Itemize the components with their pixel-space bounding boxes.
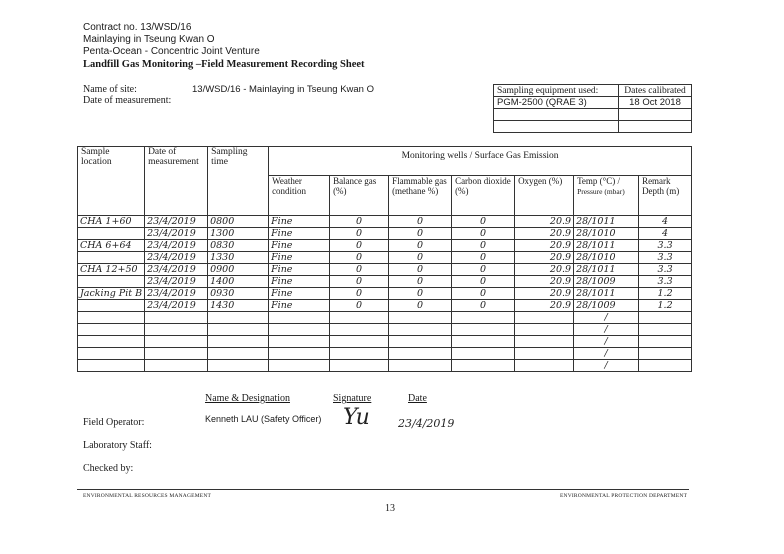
temp-pressure-value: / — [604, 312, 608, 323]
cell-oxygen — [515, 228, 574, 240]
calibration-empty-cell — [619, 121, 692, 133]
cell-time — [208, 240, 269, 252]
cell-weather — [269, 300, 330, 312]
cell-time — [208, 264, 269, 276]
time-value: 1330 — [210, 252, 235, 263]
calibration-empty-cell — [619, 109, 692, 121]
location-value: CHA 6+64 — [80, 240, 132, 251]
footer-divider — [77, 489, 689, 490]
cell-co2 — [452, 240, 515, 252]
equipment-empty-cell — [494, 121, 619, 133]
table-row — [78, 228, 692, 240]
cell-balance — [330, 252, 389, 264]
cell-co2 — [452, 288, 515, 300]
cell-co2 — [452, 360, 515, 372]
time-value: 0800 — [210, 216, 235, 227]
co2-value: 0 — [480, 264, 487, 275]
cell-location — [78, 228, 145, 240]
balance-value: 0 — [356, 228, 363, 239]
cell-oxygen — [515, 324, 574, 336]
cell-date — [145, 252, 208, 264]
cell-remark — [639, 276, 692, 288]
balance-value: 0 — [356, 240, 363, 251]
cell-remark — [639, 264, 692, 276]
cell-location — [78, 264, 145, 276]
temp-pressure-value: 28/1009 — [576, 300, 616, 311]
cell-balance — [330, 240, 389, 252]
cell-weather — [269, 252, 330, 264]
cell-oxygen — [515, 288, 574, 300]
cell-location — [78, 300, 145, 312]
footer-right: ENVIRONMENTAL PROTECTION DEPARTMENT — [560, 493, 688, 499]
cell-balance — [330, 312, 389, 324]
table-row — [78, 360, 692, 372]
cell-date — [145, 336, 208, 348]
co2-value: 0 — [480, 252, 487, 263]
temp-pressure-value: / — [604, 336, 608, 347]
balance-value: 0 — [356, 252, 363, 263]
cell-oxygen — [515, 240, 574, 252]
cell-flammable — [389, 300, 452, 312]
page-title: Landfill Gas Monitoring –Field Measurement Recording Sheet — [83, 59, 365, 70]
cell-remark — [639, 300, 692, 312]
table-row — [78, 276, 692, 288]
cell-flammable — [389, 240, 452, 252]
cell-weather — [269, 216, 330, 228]
weather-value: Fine — [271, 216, 293, 227]
temp-pressure-value: 28/1011 — [576, 240, 616, 251]
cell-co2 — [452, 336, 515, 348]
location-value: Jacking Pit B — [80, 288, 143, 299]
temp-pressure-value: 28/1010 — [576, 228, 616, 239]
cell-weather — [269, 288, 330, 300]
cell-oxygen — [515, 252, 574, 264]
cell-weather — [269, 264, 330, 276]
cell-balance — [330, 216, 389, 228]
col-header-remark: Remark Depth (m) — [639, 176, 692, 216]
cell-location — [78, 324, 145, 336]
weather-value: Fine — [271, 288, 293, 299]
cell-oxygen — [515, 360, 574, 372]
cell-flammable — [389, 252, 452, 264]
cell-flammable — [389, 348, 452, 360]
cell-oxygen — [515, 312, 574, 324]
cell-location — [78, 216, 145, 228]
cell-flammable — [389, 276, 452, 288]
balance-value: 0 — [356, 288, 363, 299]
col-header-time: Sampling time — [208, 147, 269, 216]
cell-remark — [639, 252, 692, 264]
cell-remark — [639, 348, 692, 360]
balance-value: 0 — [356, 300, 363, 311]
weather-value: Fine — [271, 240, 293, 251]
cell-balance — [330, 324, 389, 336]
temp-pressure-value: 28/1011 — [576, 216, 616, 227]
cell-temp-pressure — [574, 264, 639, 276]
footer-left: ENVIRONMENTAL RESOURCES MANAGEMENT — [83, 493, 212, 499]
table-row — [78, 288, 692, 300]
cell-location — [78, 252, 145, 264]
table-row — [78, 300, 692, 312]
cell-co2 — [452, 276, 515, 288]
cell-weather — [269, 228, 330, 240]
cell-oxygen — [515, 348, 574, 360]
table-row — [78, 336, 692, 348]
equipment-empty-cell — [494, 109, 619, 121]
temp-pressure-value: / — [604, 360, 608, 371]
field-operator-sign-date: 23/4/2019 — [398, 417, 455, 430]
temp-pressure-value: 28/1010 — [576, 252, 616, 263]
cell-temp-pressure — [574, 228, 639, 240]
cell-temp-pressure — [574, 240, 639, 252]
cell-balance — [330, 300, 389, 312]
equipment-header: Sampling equipment used: — [494, 85, 619, 97]
cell-co2 — [452, 312, 515, 324]
remark-value: 4 — [662, 216, 669, 227]
co2-value: 0 — [480, 240, 487, 251]
date-value: 23/4/2019 — [147, 216, 196, 227]
cell-oxygen — [515, 336, 574, 348]
cell-location — [78, 240, 145, 252]
time-value: 0900 — [210, 264, 235, 275]
cell-time — [208, 288, 269, 300]
temp-pressure-value: 28/1011 — [576, 264, 616, 275]
cell-date — [145, 216, 208, 228]
flammable-value: 0 — [417, 276, 424, 287]
cell-oxygen — [515, 300, 574, 312]
field-operator-name: Kenneth LAU (Safety Officer) — [205, 414, 322, 424]
time-value: 0830 — [210, 240, 235, 251]
cell-location — [78, 312, 145, 324]
cell-remark — [639, 216, 692, 228]
table-row — [78, 324, 692, 336]
cell-date — [145, 360, 208, 372]
cell-location — [78, 276, 145, 288]
cell-oxygen — [515, 276, 574, 288]
flammable-value: 0 — [417, 252, 424, 263]
col-header-co2: Carbon dioxide (%) — [452, 176, 515, 216]
date-value: 23/4/2019 — [147, 276, 196, 287]
cell-co2 — [452, 228, 515, 240]
cell-date — [145, 276, 208, 288]
temp-pressure-value: / — [604, 324, 608, 335]
co2-value: 0 — [480, 228, 487, 239]
cell-date — [145, 240, 208, 252]
cell-balance — [330, 276, 389, 288]
cell-oxygen — [515, 216, 574, 228]
cell-remark — [639, 240, 692, 252]
cell-co2 — [452, 324, 515, 336]
oxygen-value: 20.9 — [549, 240, 572, 251]
cell-co2 — [452, 264, 515, 276]
remark-value: 3.3 — [657, 240, 673, 251]
cell-time — [208, 228, 269, 240]
oxygen-value: 20.9 — [549, 228, 572, 239]
location-value: CHA 12+50 — [80, 264, 138, 275]
cell-time — [208, 360, 269, 372]
cell-date — [145, 312, 208, 324]
cell-location — [78, 360, 145, 372]
cell-time — [208, 276, 269, 288]
measurement-date-label: Date of measurement: — [83, 95, 172, 106]
cell-temp-pressure — [574, 324, 639, 336]
date-value: 23/4/2019 — [147, 228, 196, 239]
cell-weather — [269, 276, 330, 288]
weather-value: Fine — [271, 252, 293, 263]
cell-date — [145, 228, 208, 240]
cell-remark — [639, 288, 692, 300]
table-row — [78, 348, 692, 360]
cell-location — [78, 288, 145, 300]
col-header-temp — [574, 176, 639, 216]
col-header-date: Date of measurement — [145, 147, 208, 216]
cell-balance — [330, 288, 389, 300]
col-header-location: Sample location — [78, 147, 145, 216]
cell-flammable — [389, 228, 452, 240]
balance-value: 0 — [356, 264, 363, 275]
remark-value: 1.2 — [657, 300, 673, 311]
cell-oxygen — [515, 264, 574, 276]
cell-remark — [639, 336, 692, 348]
cell-temp-pressure — [574, 216, 639, 228]
weather-value: Fine — [271, 264, 293, 275]
table-row — [78, 252, 692, 264]
field-operator-label: Field Operator: — [83, 417, 145, 428]
cell-temp-pressure — [574, 276, 639, 288]
cell-remark — [639, 228, 692, 240]
page-number: 13 — [385, 503, 395, 514]
co2-value: 0 — [480, 276, 487, 287]
equipment-value: PGM-2500 (QRAE 3) — [494, 97, 619, 109]
col-header-group: Monitoring wells / Surface Gas Emission — [269, 147, 692, 176]
lab-staff-label: Laboratory Staff: — [83, 440, 152, 451]
time-value: 1430 — [210, 300, 235, 311]
temp-pressure-value: 28/1009 — [576, 276, 616, 287]
date-value: 23/4/2019 — [147, 240, 196, 251]
oxygen-value: 20.9 — [549, 216, 572, 227]
calibration-header: Dates calibrated — [619, 85, 692, 97]
flammable-value: 0 — [417, 300, 424, 311]
table-row — [78, 264, 692, 276]
time-value: 1400 — [210, 276, 235, 287]
cell-balance — [330, 228, 389, 240]
contract-number: Contract no. 13/WSD/16 — [83, 22, 192, 33]
date-value: 23/4/2019 — [147, 252, 196, 263]
cell-remark — [639, 360, 692, 372]
cell-co2 — [452, 348, 515, 360]
flammable-value: 0 — [417, 216, 424, 227]
balance-value: 0 — [356, 276, 363, 287]
cell-flammable — [389, 216, 452, 228]
cell-remark — [639, 324, 692, 336]
remark-value: 1.2 — [657, 288, 673, 299]
date-value: 23/4/2019 — [147, 288, 196, 299]
co2-value: 0 — [480, 216, 487, 227]
col-header-balance: Balance gas (%) — [330, 176, 389, 216]
table-row — [78, 312, 692, 324]
balance-value: 0 — [356, 216, 363, 227]
cell-flammable — [389, 312, 452, 324]
table-row — [78, 240, 692, 252]
cell-flammable — [389, 288, 452, 300]
remark-value: 4 — [662, 228, 669, 239]
cell-date — [145, 324, 208, 336]
cell-temp-pressure — [574, 336, 639, 348]
date-value: 23/4/2019 — [147, 300, 196, 311]
flammable-value: 0 — [417, 288, 424, 299]
col-header-weather: Weather condition — [269, 176, 330, 216]
cell-time — [208, 252, 269, 264]
pressure-label: Pressure (mbar) — [577, 187, 625, 196]
date-value: 23/4/2019 — [147, 264, 196, 275]
flammable-value: 0 — [417, 228, 424, 239]
cell-date — [145, 348, 208, 360]
cell-date — [145, 288, 208, 300]
cell-flammable — [389, 264, 452, 276]
cell-date — [145, 300, 208, 312]
cell-time — [208, 312, 269, 324]
cell-balance — [330, 264, 389, 276]
cell-weather — [269, 336, 330, 348]
cell-temp-pressure — [574, 252, 639, 264]
temp-pressure-value: / — [604, 348, 608, 359]
cell-location — [78, 336, 145, 348]
oxygen-value: 20.9 — [549, 276, 572, 287]
cell-time — [208, 324, 269, 336]
cell-weather — [269, 324, 330, 336]
equipment-table — [493, 84, 692, 133]
col-header-oxygen: Oxygen (%) — [515, 176, 574, 216]
signature-header: Signature — [333, 393, 372, 404]
temp-label: Temp (°C) / — [577, 176, 621, 186]
remark-value: 3.3 — [657, 264, 673, 275]
cell-remark — [639, 312, 692, 324]
co2-value: 0 — [480, 300, 487, 311]
weather-value: Fine — [271, 276, 293, 287]
oxygen-value: 20.9 — [549, 252, 572, 263]
calibration-value: 18 Oct 2018 — [619, 97, 692, 109]
cell-flammable — [389, 324, 452, 336]
date-header: Date — [408, 393, 427, 404]
cell-temp-pressure — [574, 348, 639, 360]
contractor-name: Penta-Ocean - Concentric Joint Venture — [83, 46, 260, 57]
cell-weather — [269, 240, 330, 252]
site-name-label: Name of site: — [83, 84, 137, 95]
time-value: 1300 — [210, 228, 235, 239]
monitoring-table — [77, 146, 692, 372]
cell-time — [208, 348, 269, 360]
cell-location — [78, 348, 145, 360]
flammable-value: 0 — [417, 264, 424, 275]
cell-co2 — [452, 300, 515, 312]
cell-balance — [330, 336, 389, 348]
cell-time — [208, 300, 269, 312]
cell-flammable — [389, 360, 452, 372]
name-designation-header: Name & Designation — [205, 393, 290, 404]
temp-pressure-value: 28/1011 — [576, 288, 616, 299]
remark-value: 3.3 — [657, 276, 673, 287]
table-row — [78, 216, 692, 228]
cell-co2 — [452, 216, 515, 228]
cell-date — [145, 264, 208, 276]
location-value: CHA 1+60 — [80, 216, 132, 227]
cell-flammable — [389, 336, 452, 348]
weather-value: Fine — [271, 300, 293, 311]
co2-value: 0 — [480, 288, 487, 299]
cell-temp-pressure — [574, 288, 639, 300]
col-header-flammable: Flammable gas (methane %) — [389, 176, 452, 216]
checked-by-label: Checked by: — [83, 463, 134, 474]
cell-weather — [269, 360, 330, 372]
project-name: Mainlaying in Tseung Kwan O — [83, 34, 215, 45]
site-name-value: 13/WSD/16 - Mainlaying in Tseung Kwan O — [192, 84, 374, 95]
cell-time — [208, 216, 269, 228]
cell-co2 — [452, 252, 515, 264]
weather-value: Fine — [271, 228, 293, 239]
cell-weather — [269, 312, 330, 324]
flammable-value: 0 — [417, 240, 424, 251]
field-operator-signature: Yu — [343, 405, 370, 430]
cell-balance — [330, 348, 389, 360]
oxygen-value: 20.9 — [549, 300, 572, 311]
cell-temp-pressure — [574, 360, 639, 372]
cell-temp-pressure — [574, 312, 639, 324]
cell-time — [208, 336, 269, 348]
cell-balance — [330, 360, 389, 372]
cell-temp-pressure — [574, 300, 639, 312]
oxygen-value: 20.9 — [549, 264, 572, 275]
time-value: 0930 — [210, 288, 235, 299]
cell-weather — [269, 348, 330, 360]
remark-value: 3.3 — [657, 252, 673, 263]
oxygen-value: 20.9 — [549, 288, 572, 299]
